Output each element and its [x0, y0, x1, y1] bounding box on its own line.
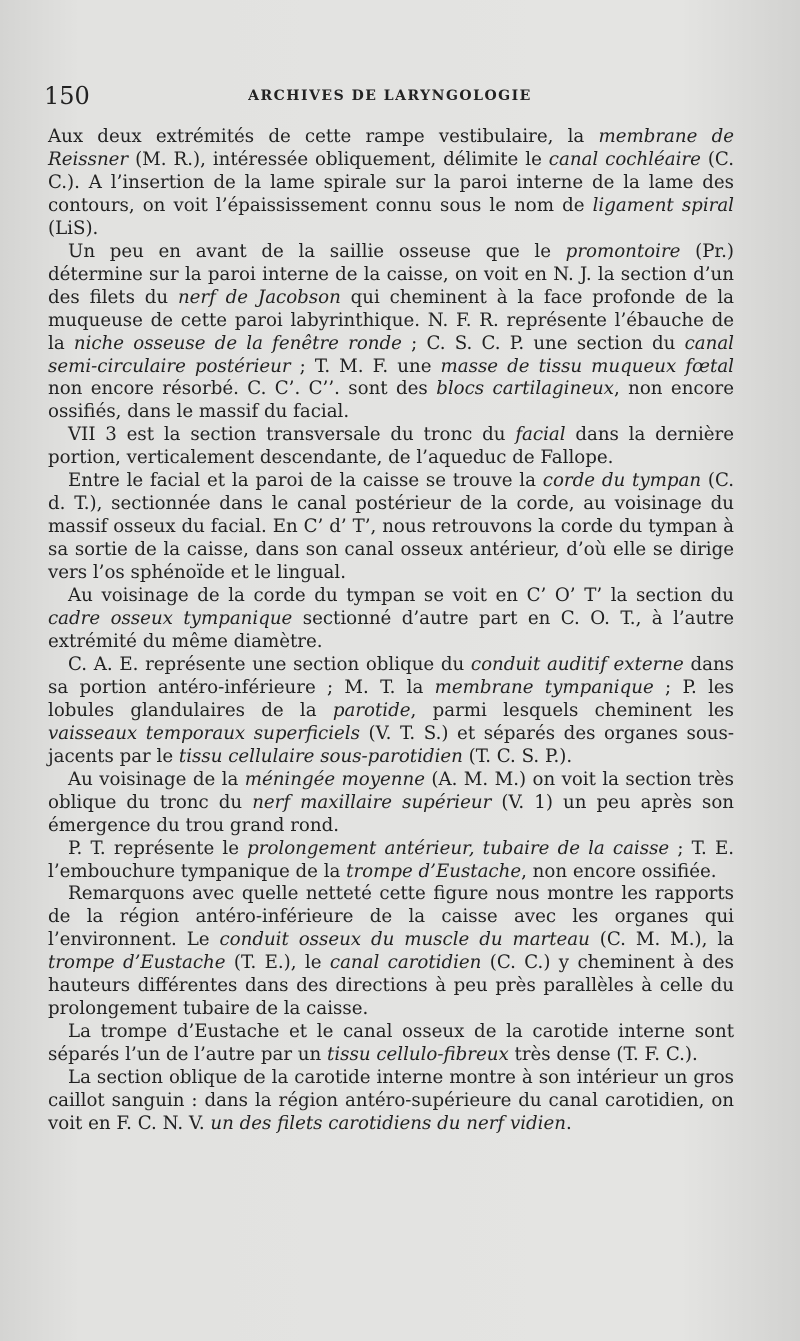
italic-term: parotide	[332, 699, 411, 721]
text-run: Au voisinage de la	[68, 768, 245, 790]
italic-term: trompe d’Eustache	[346, 860, 522, 882]
text-run: , parmi lesquels cheminent les	[410, 699, 734, 721]
italic-term: membrane tympanique	[434, 676, 654, 698]
paragraph	[48, 126, 734, 241]
text-run: qui cheminent à la face profonde de la muqueuse de cette paroi labyrinthique. N. F. R. représente l’ébauche de la	[48, 286, 734, 354]
paragraph	[48, 1067, 734, 1136]
page-number: 150	[44, 82, 90, 110]
italic-term: facial	[515, 424, 566, 446]
italic-term: canal semi-circulaire postérieur	[48, 332, 734, 377]
text-run: Entre le facial et la paroi de la caisse se trouve la	[68, 470, 543, 492]
italic-term: membrane de Reissner	[48, 126, 734, 170]
text-run: Au voisinage de la corde du tympan se voit en C’ O’ T’ la section du	[68, 585, 734, 607]
text-run: (C. C.). A l’insertion de la lame spirale sur la paroi interne de la lame des contours, on voit l’épaississement connu sous le nom de	[48, 148, 734, 216]
italic-term: ligament spiral	[592, 194, 734, 216]
italic-term: canal carotidien	[329, 952, 482, 974]
text-run: (C. C.) y cheminent à des hauteurs différentes dans des directions à peu près parallèles à celle du prolongement tubaire de la caisse.	[48, 952, 735, 1020]
paragraph	[48, 838, 734, 884]
text-run: ; T. M. F. une	[290, 355, 441, 377]
paragraph	[48, 1021, 734, 1067]
text-run: très dense (T. F. C.).	[508, 1044, 698, 1066]
paragraph	[48, 769, 734, 838]
text-run: sectionné d’autre part en C. O. T., à l’autre extrémité du même diamètre.	[48, 608, 734, 652]
text-run: La trompe d’Eustache et le canal osseux de la carotide interne sont séparés l’un de l’autre par un	[48, 1021, 734, 1066]
text-run: (V. 1) un peu après son émergence du trou grand rond.	[48, 791, 734, 836]
page-header	[44, 82, 736, 112]
text-run: VII 3 est la section transversale du tronc du	[68, 424, 516, 446]
italic-term: promontoire	[565, 240, 681, 262]
italic-term: nerf maxillaire supérieur	[252, 791, 492, 813]
italic-term: tissu cellulo-fibreux	[327, 1044, 509, 1066]
text-run: , non encore ossifiée.	[521, 860, 717, 882]
italic-term: corde du tympan	[542, 470, 702, 492]
text-run: (T. C. S. P.).	[462, 745, 573, 767]
italic-term: canal cochléaire	[548, 148, 701, 170]
text-run: Un peu en avant de la saillie osseuse que le	[68, 240, 566, 262]
text-run: , non encore ossifiés, dans le massif du facial.	[48, 378, 734, 423]
paragraph	[48, 470, 734, 585]
italic-term: conduit osseux du muscle du marteau	[219, 929, 590, 951]
italic-term: vaisseaux temporaux superficiels	[48, 722, 360, 744]
italic-term: tissu cellulaire sous-parotidien	[178, 745, 463, 767]
text-run: .	[565, 1112, 572, 1134]
italic-term: trompe d’Eustache	[48, 952, 226, 974]
text-run: (LiS).	[48, 217, 99, 239]
body-text	[48, 126, 734, 1136]
italic-term: niche osseuse de la fenêtre ronde	[73, 332, 402, 354]
italic-term: masse de tissu muqueux fœtal	[440, 355, 734, 377]
text-run: dans la dernière portion, verticalement descendante, de l’aqueduc de Fallope.	[48, 424, 734, 469]
italic-term: nerf de Jacobson	[177, 286, 341, 308]
text-run: ; C. S. C. P. une section du	[401, 332, 685, 354]
text-run: (V. T. S.) et séparés des organes sous-jacents par le	[48, 722, 734, 767]
text-run: C. A. E. représente une section oblique du	[68, 653, 471, 675]
text-run: Aux deux extrémités de cette rampe vestibulaire, la	[48, 126, 599, 147]
text-run: ; T. E. l’embouchure tympanique de la	[48, 837, 734, 882]
running-title: ARCHIVES DE LARYNGOLOGIE	[248, 88, 532, 104]
text-run: (T. E.), le	[225, 952, 330, 974]
italic-term: cadre osseux tympanique	[48, 608, 293, 630]
paragraph	[48, 654, 734, 769]
paragraph	[48, 883, 734, 1021]
text-run: non encore résorbé. C. C’. C’’. sont des	[48, 378, 437, 400]
text-run: ; P. les lobules glandulaires de la	[48, 676, 734, 721]
text-run: (M. R.), intéressée obliquement, délimite le	[128, 148, 549, 170]
text-run: (A. M. M.) on voit la section très oblique du tronc du	[48, 768, 734, 813]
paragraph	[48, 241, 734, 425]
text-run: (Pr.) détermine sur la paroi interne de la caisse, on voit en N. J. la section d’un des filets du	[48, 240, 734, 308]
italic-term: prolongement antérieur, tubaire de la caisse	[247, 837, 670, 859]
italic-term: méningée moyenne	[244, 768, 425, 790]
text-run: (C. M. M.), la	[589, 929, 734, 951]
paragraph	[48, 585, 734, 654]
text-run: (C. d. T.), sectionnée dans le canal postérieur de la corde, au voisinage du massif osseux du facial. En C’ d’ T’, nous retrouvons la corde du tympan à sa sortie de la caisse, dans son canal osseux antérieur, d’où elle se dirige vers l’os sphénoïde et le lingual.	[48, 470, 735, 584]
italic-term: conduit auditif externe	[470, 653, 684, 675]
text-run: P. T. représente le	[68, 837, 248, 859]
italic-term: blocs cartilagineux	[436, 378, 614, 400]
text-run: Remarquons avec quelle netteté cette figure nous montre les rapports de la région antéro-inférieure de la caisse avec les organes qui l’environnent. Le	[48, 883, 734, 951]
paragraph	[48, 424, 734, 470]
italic-term: un des filets carotidiens du nerf vidien	[210, 1112, 566, 1134]
text-run: La section oblique de la carotide interne montre à son intérieur un gros caillot sanguin : dans la région antéro-supérieure du canal carotidien, on voit en F. C. N. V.	[48, 1067, 734, 1134]
text-run: dans sa portion antéro-inférieure ; M. T. la	[48, 653, 734, 698]
